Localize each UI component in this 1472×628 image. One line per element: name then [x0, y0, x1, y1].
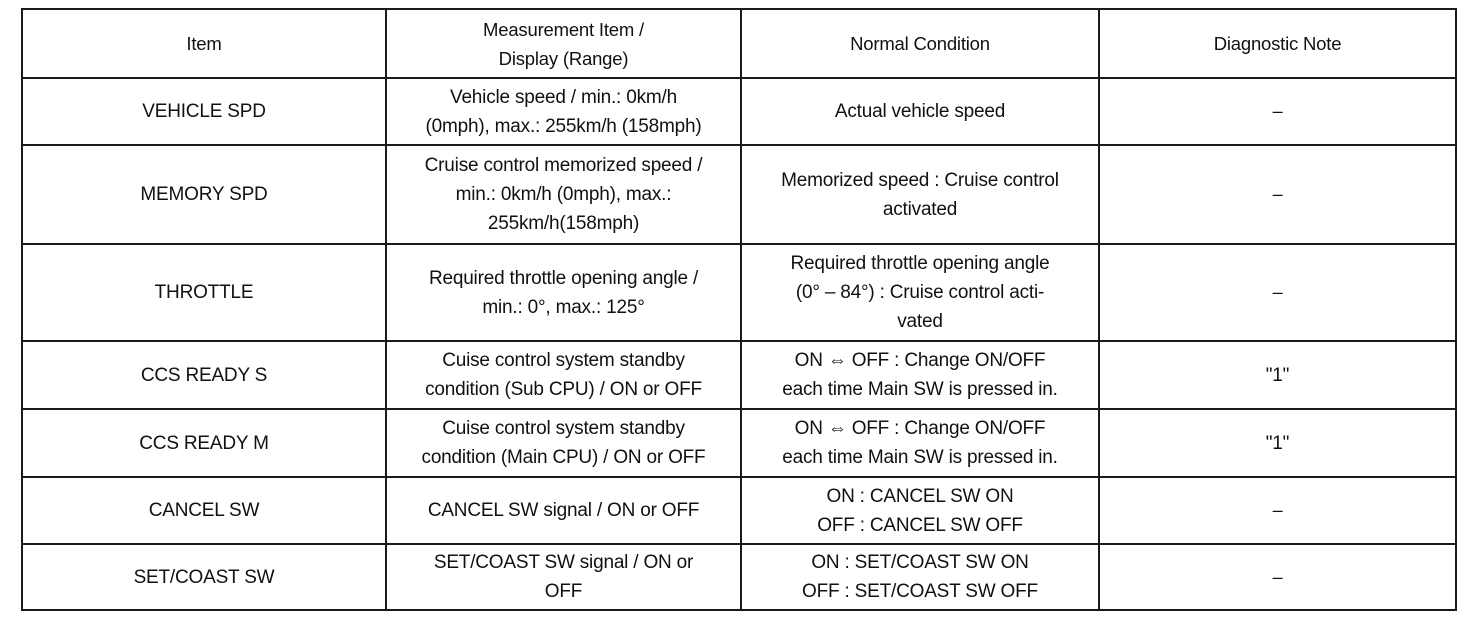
measurement-line: Required throttle opening angle /: [428, 267, 699, 289]
measurement-cell: [386, 78, 741, 145]
item-name: CANCEL SW: [148, 500, 260, 521]
normal-condition-cell: [741, 477, 1099, 544]
normal-line: each time Main SW is pressed in.: [782, 379, 1058, 400]
normal-line: each time Main SW is pressed in.: [782, 447, 1058, 468]
measurement-line: Cruise control memorized speed /: [424, 155, 703, 176]
diagnostic-note: "1": [1265, 364, 1290, 386]
normal-condition-cell: [741, 78, 1099, 145]
header-measurement-line: Measurement Item /: [483, 18, 644, 40]
table-row: [22, 544, 1456, 610]
normal-line: vated: [897, 311, 943, 332]
measurement-line: (0mph), max.: 255km/h (158mph): [425, 115, 702, 137]
header-measurement: [386, 9, 741, 78]
normal-line: ON : CANCEL SW ON: [826, 485, 1014, 507]
normal-line: Required throttle opening angle: [790, 253, 1050, 274]
table-header-row: [22, 9, 1456, 78]
normal-condition-cell: [741, 544, 1099, 610]
diagnostic-note: "1": [1265, 432, 1290, 454]
header-normal-condition: [741, 9, 1099, 78]
diagnostic-note-cell: [1099, 477, 1456, 544]
measurement-line: OFF: [544, 581, 583, 602]
diagnostic-note: –: [1272, 184, 1283, 204]
normal-line: OFF : CANCEL SW OFF: [817, 514, 1023, 536]
normal-condition-cell: [741, 409, 1099, 477]
normal-line: ON ⇔ OFF : Change ON/OFF: [794, 350, 1046, 371]
table-row: [22, 341, 1456, 409]
measurement-cell: [386, 544, 741, 610]
diagnostic-note-cell: [1099, 145, 1456, 244]
item-name: THROTTLE: [154, 282, 254, 303]
item-cell: [22, 244, 386, 341]
diagnostic-note-cell: [1099, 544, 1456, 610]
diagnostic-note-cell: [1099, 244, 1456, 341]
table-row: [22, 409, 1456, 477]
header-diagnostic-label: Diagnostic Note: [1213, 33, 1342, 54]
diagnostic-note: –: [1272, 566, 1283, 587]
normal-line: ON : SET/COAST SW ON: [811, 552, 1029, 573]
diagnostic-note-cell: [1099, 341, 1456, 409]
normal-line: OFF : SET/COAST SW OFF: [802, 581, 1038, 602]
measurement-line: condition (Sub CPU) / ON or OFF: [425, 379, 702, 400]
measurement-line: Vehicle speed / min.: 0km/h: [450, 86, 677, 108]
measurement-line: 255km/h(158mph): [487, 213, 640, 234]
measurement-cell: [386, 477, 741, 544]
table-row: [22, 78, 1456, 145]
table-row: [22, 244, 1456, 341]
normal-condition-cell: [741, 244, 1099, 341]
measurement-line: min.: 0°, max.: 125°: [482, 296, 645, 318]
diagnostic-note-cell: [1099, 78, 1456, 145]
header-normal-label: Normal Condition: [850, 33, 990, 54]
normal-line: Actual vehicle speed: [834, 101, 1006, 122]
header-item-label: Item: [186, 33, 222, 54]
header-diagnostic-note: [1099, 9, 1456, 78]
diagnostic-note: –: [1272, 500, 1283, 520]
item-cell: [22, 544, 386, 610]
measurement-line: condition (Main CPU) / ON or OFF: [421, 447, 706, 468]
normal-line: (0° – 84°) : Cruise control acti-: [795, 282, 1045, 303]
item-name: CCS READY M: [139, 432, 269, 454]
measurement-cell: [386, 244, 741, 341]
item-cell: [22, 409, 386, 477]
measurement-cell: [386, 145, 741, 244]
item-name: VEHICLE SPD: [142, 101, 266, 122]
normal-line: activated: [882, 198, 958, 220]
item-cell: [22, 78, 386, 145]
data-list-table: [21, 8, 1457, 611]
normal-condition-cell: [741, 341, 1099, 409]
measurement-line: Cuise control system standby: [442, 418, 685, 439]
header-measurement-line: Display (Range): [498, 47, 629, 69]
measurement-line: CANCEL SW signal / ON or OFF: [427, 500, 700, 521]
diagnostic-note-cell: [1099, 409, 1456, 477]
item-cell: [22, 145, 386, 244]
header-item: [22, 9, 386, 78]
measurement-cell: [386, 341, 741, 409]
item-name: SET/COAST SW: [133, 566, 275, 588]
table-row: [22, 477, 1456, 544]
diagnostic-note: –: [1272, 101, 1283, 121]
measurement-line: SET/COAST SW signal / ON or: [433, 552, 694, 573]
diagnostic-note: –: [1272, 282, 1283, 302]
normal-condition-cell: [741, 145, 1099, 244]
item-name: MEMORY SPD: [140, 184, 268, 205]
measurement-line: Cuise control system standby: [442, 350, 685, 371]
item-cell: [22, 341, 386, 409]
item-cell: [22, 477, 386, 544]
item-name: CCS READY S: [140, 364, 268, 386]
normal-line: Memorized speed : Cruise control: [781, 169, 1059, 191]
table-row: [22, 145, 1456, 244]
normal-line: ON ⇔ OFF : Change ON/OFF: [794, 418, 1046, 439]
measurement-line: min.: 0km/h (0mph), max.:: [455, 184, 672, 205]
measurement-cell: [386, 409, 741, 477]
